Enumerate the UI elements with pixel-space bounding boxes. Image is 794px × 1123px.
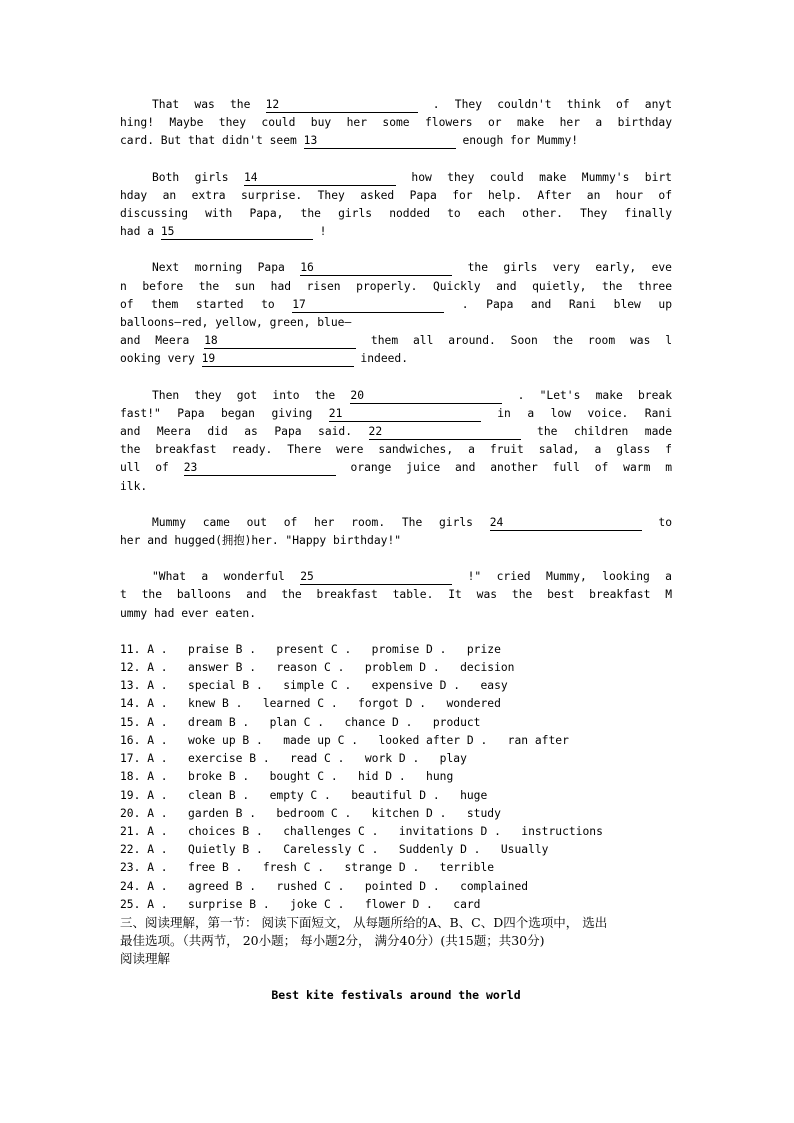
blank-21: 21 — [329, 407, 481, 422]
option-row: 13. A . special B . simple C . expensive D . easy — [120, 679, 508, 693]
option-row: 14. A . knew B . learned C . forgot D . wondered — [120, 697, 501, 711]
document-page — [120, 96, 672, 1002]
passage-line: Both girls 14 how they could make Mummy's birt — [152, 170, 672, 184]
passage-line: ull of 23 orange juice and another full of warm m — [120, 461, 673, 475]
option-row: 23. A . free B . fresh C . strange D . terrible — [120, 861, 495, 875]
passage-line: card. But that didn't seem 13 enough for Mummy! — [120, 134, 579, 148]
section-heading-line-2: 最佳选项。（共两节， 20小题； 每小题2分， 满分40分）(共15题；共30分) — [120, 932, 545, 948]
passage-line: ooking very 19 indeed. — [120, 352, 409, 366]
blank-12: 12 — [266, 98, 418, 113]
option-row: 20. A . garden B . bedroom C . kitchen D . study — [120, 806, 501, 820]
option-row: 22. A . Quietly B . Carelessly C . Suddenly D . Usually — [120, 843, 549, 857]
blank-20: 20 — [350, 389, 502, 404]
blank-19: 19 — [202, 352, 354, 367]
passage-line: That was the 12 . They couldn't think of anyt — [152, 98, 673, 111]
blank-13: 13 — [304, 134, 456, 149]
passage-line: Mummy came out of her room. The girls 24 to — [152, 515, 672, 529]
passage-line: hing! Maybe they could buy her some flowers or make her a birthday — [120, 116, 672, 130]
answer-options-list — [120, 641, 672, 914]
cloze-passage — [120, 96, 672, 623]
option-row: 17. A . exercise B . read C . work D . play — [120, 752, 467, 766]
passage-line: fast!" Papa began giving 21 in a low voice. Rani — [120, 406, 672, 420]
passage-line: t the balloons and the breakfast table. It was the best breakfast M — [120, 588, 672, 602]
option-row: 18. A . broke B . bought C . hid D . hung — [120, 770, 454, 784]
passage-paragraph — [120, 387, 672, 496]
option-row: 21. A . choices B . challenges C . invitations D . instructions — [120, 824, 603, 838]
blank-22: 22 — [369, 425, 521, 440]
option-row: 24. A . agreed B . rushed C . pointed D . complained — [120, 879, 529, 893]
option-row: 25. A . surprise B . joke C . flower D . card — [120, 897, 481, 911]
option-row: 19. A . clean B . empty C . beautiful D . huge — [120, 788, 488, 802]
blank-17: 17 — [292, 298, 444, 313]
passage-paragraph — [120, 259, 672, 368]
blank-23: 23 — [184, 461, 336, 476]
passage-line: of them started to 17 . Papa and Rani blew up — [120, 297, 672, 311]
passage-line: had a 15 ! — [120, 225, 327, 239]
passage-line: Then they got into the 20 . "Let's make break — [152, 388, 673, 402]
passage-line: discussing with Papa, the girls nodded to each other. They finally — [120, 207, 672, 221]
passage-paragraph — [120, 169, 672, 242]
passage-line: ilk. — [120, 479, 148, 493]
passage-paragraph — [120, 514, 672, 550]
passage-line: the breakfast ready. There were sandwiches, a fruit salad, a glass f — [120, 443, 672, 457]
blank-15: 15 — [161, 225, 313, 240]
blank-18: 18 — [204, 334, 356, 349]
reading-title: Best kite festivals around the world — [271, 987, 521, 1002]
blank-16: 16 — [300, 261, 452, 276]
option-row: 12. A . answer B . reason C . problem D . decision — [120, 661, 515, 675]
section-heading-line-1: 三、阅读理解，第一节： 阅读下面短文， 从每题所给的A、B、C、D四个选项中， 选出 — [120, 914, 608, 930]
passage-line: and Meera did as Papa said. 22 the children made — [120, 425, 672, 439]
passage-line: Next morning Papa 16 the girls very early, eve — [152, 261, 672, 275]
passage-line: ummy had ever eaten. — [120, 606, 257, 620]
passage-line: her and hugged(拥抱)her. "Happy birthday!" — [120, 534, 402, 548]
passage-paragraph — [120, 96, 672, 151]
option-row: 15. A . dream B . plan C . chance D . product — [120, 715, 481, 729]
option-row: 11. A . praise B . present C . promise D . prize — [120, 642, 501, 656]
passage-line: and Meera 18 them all around. Soon the room was l — [120, 334, 673, 348]
blank-25: 25 — [300, 570, 452, 585]
passage-line: n before the sun had risen properly. Quickly and quietly, the three — [120, 279, 672, 293]
passage-line: "What a wonderful 25 !" cried Mummy, looking a — [152, 570, 672, 584]
passage-paragraph — [120, 568, 672, 623]
passage-line: hday an extra surprise. They asked Papa for help. After an hour of — [120, 188, 672, 202]
blank-24: 24 — [490, 516, 642, 531]
passage-line: balloons—red, yellow, green, blue— — [120, 316, 352, 330]
blank-14: 14 — [244, 171, 396, 186]
option-row: 16. A . woke up B . made up C . looked after D . ran after — [120, 733, 569, 747]
section-heading-line-3: 阅读理解 — [120, 950, 171, 966]
